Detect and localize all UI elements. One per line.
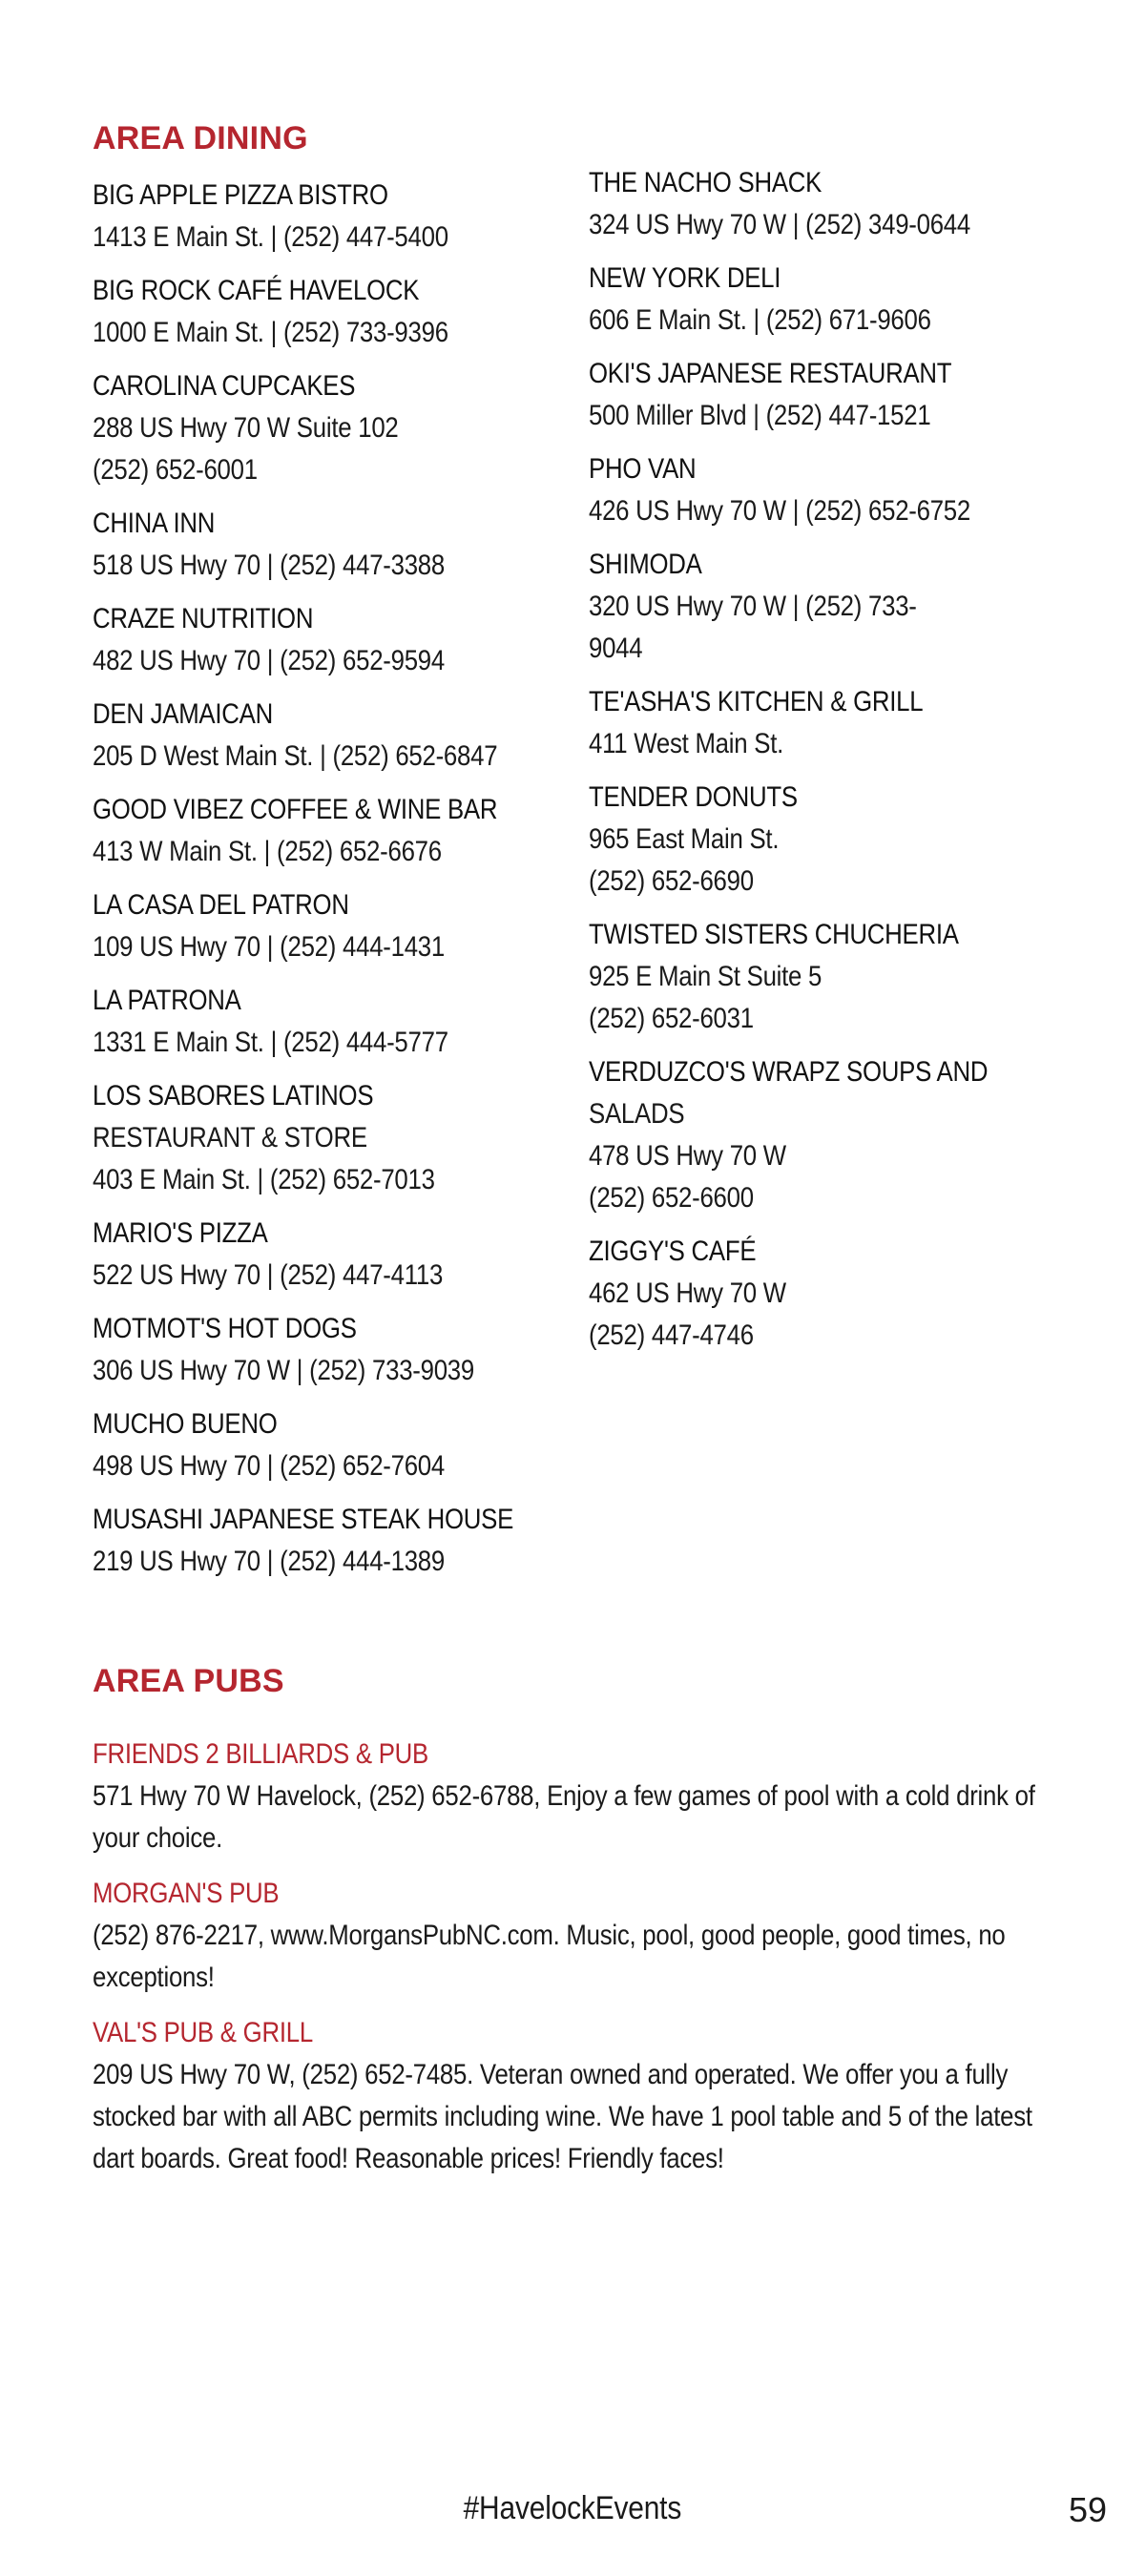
dining-entry — [93, 1499, 589, 1583]
restaurant-detail: 403 E Main St. | (252) 652-7013 — [93, 1164, 435, 1195]
restaurant-name: TE'ASHA'S KITCHEN & GRILL — [589, 686, 924, 717]
area-dining-heading: AREA DINING — [93, 120, 308, 156]
restaurant-detail: 500 Miller Blvd | (252) 447-1521 — [589, 400, 931, 431]
page-number: 59 — [1068, 2490, 1107, 2529]
pub-name: MORGAN'S PUB — [93, 1878, 280, 1909]
restaurant-name: MARIO'S PIZZA — [93, 1217, 268, 1249]
restaurant-detail: 288 US Hwy 70 W Suite 102 — [93, 412, 399, 444]
restaurant-name: CRAZE NUTRITION — [93, 603, 314, 634]
restaurant-name: CAROLINA CUPCAKES — [93, 370, 356, 402]
restaurant-detail: 462 US Hwy 70 W — [589, 1278, 786, 1309]
pub-entry — [93, 2012, 1047, 2180]
dining-entry — [93, 503, 589, 587]
restaurant-detail: 411 West Main St. — [589, 728, 784, 759]
restaurant-detail: (252) 447-4746 — [589, 1319, 754, 1351]
dining-entry — [93, 1403, 589, 1487]
dining-entry — [93, 1075, 589, 1201]
restaurant-detail: SALADS — [589, 1098, 685, 1130]
restaurant-name: LA CASA DEL PATRON — [93, 889, 349, 921]
restaurant-detail: 205 D West Main St. | (252) 652-6847 — [93, 740, 498, 772]
restaurant-detail: 9044 — [589, 633, 643, 664]
restaurant-name: TENDER DONUTS — [589, 781, 798, 813]
restaurant-name: BIG APPLE PIZZA BISTRO — [93, 179, 388, 211]
restaurant-name: CHINA INN — [93, 508, 216, 539]
dining-entry — [589, 544, 1066, 670]
restaurant-name: VERDUZCO'S WRAPZ SOUPS AND — [589, 1056, 989, 1088]
dining-entry — [589, 258, 1066, 342]
pub-entry — [93, 1873, 1047, 1999]
dining-entry — [93, 365, 589, 491]
dining-entry — [589, 448, 1066, 532]
restaurant-detail: 522 US Hwy 70 | (252) 447-4113 — [93, 1259, 444, 1291]
restaurant-detail: 482 US Hwy 70 | (252) 652-9594 — [93, 645, 445, 676]
restaurant-name: SHIMODA — [589, 549, 702, 580]
restaurant-detail: 965 East Main St. — [589, 823, 780, 855]
restaurant-name: MUCHO BUENO — [93, 1408, 278, 1440]
restaurant-name: LOS SABORES LATINOS — [93, 1080, 374, 1111]
dining-entry — [589, 1051, 1066, 1219]
restaurant-detail: 109 US Hwy 70 | (252) 444-1431 — [93, 931, 445, 963]
restaurant-name: OKI'S JAPANESE RESTAURANT — [589, 358, 952, 389]
restaurant-detail: 606 E Main St. | (252) 671-9606 — [589, 304, 931, 336]
restaurant-name: ZIGGY'S CAFÉ — [589, 1236, 757, 1267]
dining-entry — [93, 175, 589, 259]
dining-entry — [589, 353, 1066, 437]
dining-left-column — [93, 175, 589, 1594]
restaurant-detail: (252) 652-6690 — [589, 865, 754, 897]
pub-description: 209 US Hwy 70 W, (252) 652-7485. Veteran owned and operated. We offer you a fully stocked bar with all ABC permits including wine. We have 1 pool table and 5 of the latest dart boards. Great food! Reasonable prices! Friendly faces! — [93, 2059, 1032, 2174]
restaurant-name: MOTMOT'S HOT DOGS — [93, 1313, 357, 1344]
pub-description: (252) 876-2217, www.MorgansPubNC.com. Music, pool, good people, good times, no exceptions! — [93, 1920, 1006, 1993]
pub-name: FRIENDS 2 BILLIARDS & PUB — [93, 1738, 428, 1770]
restaurant-detail: 320 US Hwy 70 W | (252) 733- — [589, 591, 917, 622]
dining-entry — [93, 694, 589, 778]
hashtag-text: #HavelockEvents — [463, 2490, 682, 2526]
dining-entry — [589, 914, 1066, 1040]
restaurant-name: DEN JAMAICAN — [93, 698, 273, 730]
restaurant-detail: 324 US Hwy 70 W | (252) 349-0644 — [589, 209, 970, 240]
restaurant-detail: 518 US Hwy 70 | (252) 447-3388 — [93, 550, 445, 581]
restaurant-detail: 478 US Hwy 70 W — [589, 1140, 786, 1172]
dining-entry — [589, 777, 1066, 903]
dining-entry — [93, 789, 589, 873]
restaurant-name: NEW YORK DELI — [589, 262, 781, 294]
area-pubs-heading: AREA PUBS — [93, 1663, 284, 1699]
dining-entry — [589, 681, 1066, 765]
restaurant-detail: 306 US Hwy 70 W | (252) 733-9039 — [93, 1355, 474, 1386]
dining-entry — [93, 598, 589, 682]
restaurant-detail: (252) 652-6031 — [589, 1003, 754, 1034]
restaurant-detail: 1413 E Main St. | (252) 447-5400 — [93, 221, 448, 253]
restaurant-name: GOOD VIBEZ COFFEE & WINE BAR — [93, 794, 498, 825]
restaurant-detail: (252) 652-6001 — [93, 454, 258, 486]
restaurant-detail: RESTAURANT & STORE — [93, 1122, 367, 1153]
dining-entry — [93, 1308, 589, 1392]
restaurant-name: LA PATRONA — [93, 985, 241, 1016]
dining-entry — [589, 162, 1066, 246]
restaurant-detail: 498 US Hwy 70 | (252) 652-7604 — [93, 1450, 445, 1482]
restaurant-detail: 413 W Main St. | (252) 652-6676 — [93, 836, 442, 867]
restaurant-detail: 426 US Hwy 70 W | (252) 652-6752 — [589, 495, 970, 527]
dining-entry — [93, 884, 589, 968]
restaurant-detail: 925 E Main St Suite 5 — [589, 961, 822, 992]
restaurant-name: MUSASHI JAPANESE STEAK HOUSE — [93, 1504, 514, 1535]
restaurant-detail: (252) 652-6600 — [589, 1182, 754, 1214]
restaurant-name: TWISTED SISTERS CHUCHERIA — [589, 919, 959, 950]
restaurant-detail: 1000 E Main St. | (252) 733-9396 — [93, 317, 448, 348]
dining-right-column — [589, 162, 1066, 1368]
footer-hashtag — [0, 2490, 1145, 2527]
dining-entry — [93, 1213, 589, 1297]
pubs-list — [93, 1734, 1047, 2193]
restaurant-detail: 1331 E Main St. | (252) 444-5777 — [93, 1027, 448, 1058]
dining-entry — [93, 270, 589, 354]
restaurant-name: PHO VAN — [589, 453, 697, 485]
pub-name: VAL'S PUB & GRILL — [93, 2017, 313, 2048]
dining-entry — [93, 980, 589, 1064]
restaurant-detail: 219 US Hwy 70 | (252) 444-1389 — [93, 1546, 445, 1577]
pub-description: 571 Hwy 70 W Havelock, (252) 652-6788, Enjoy a few games of pool with a cold drink of your choice. — [93, 1780, 1035, 1854]
restaurant-name: BIG ROCK CAFÉ HAVELOCK — [93, 275, 420, 306]
dining-entry — [589, 1231, 1066, 1357]
pub-entry — [93, 1734, 1047, 1859]
restaurant-name: THE NACHO SHACK — [589, 167, 822, 198]
